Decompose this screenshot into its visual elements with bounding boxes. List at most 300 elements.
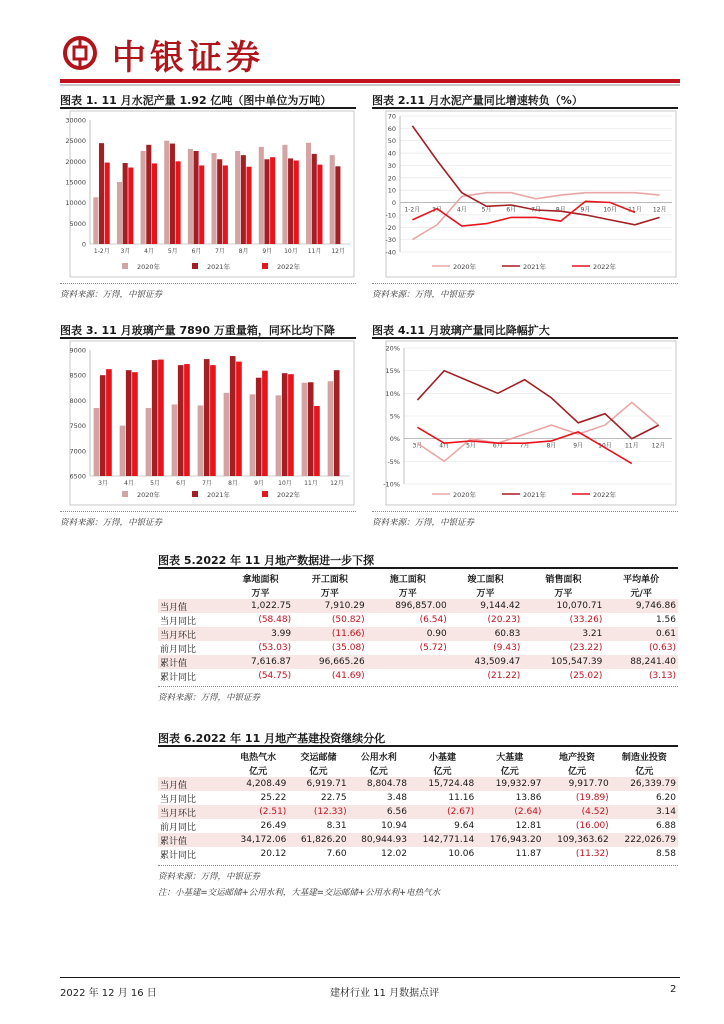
table5-cell: 1.56 (655, 615, 676, 625)
fig1-x-tick-label: 11月 (307, 248, 322, 255)
table6-cell: 4,208.49 (228, 777, 288, 791)
table6-cell: 8,804.78 (349, 777, 409, 791)
fig3-bar (106, 369, 112, 476)
table6-cell: 6,919.71 (288, 777, 348, 791)
fig3-x-tick-label: 11月 (304, 480, 318, 487)
table6-note: 注：小基建=交运邮储+公用水利，大基建=交运邮储+公用水利+电热气水 (158, 888, 441, 898)
fig3-bar (236, 362, 242, 476)
fig3-bar (198, 405, 204, 476)
table5-col-unit: 万平 (398, 588, 417, 599)
fig4-x-tick-label: 6月 (492, 442, 503, 450)
table6-col-unit: 亿元 (635, 766, 654, 777)
fig1-legend-label: 2020年 (137, 263, 161, 271)
fig4-series-line (417, 402, 658, 461)
fig1-y-tick-label: 30000 (65, 116, 86, 125)
fig1-bar (188, 149, 193, 244)
fig3-bar (146, 408, 152, 476)
fig4-series-line (417, 371, 658, 439)
fig1-bar (128, 168, 133, 244)
table6-row-label: 当月环比 (158, 805, 228, 819)
fig3-x-tick-label: 6月 (176, 480, 186, 487)
table6-source: 资料来源：万得，中银证券 (158, 872, 261, 882)
table6-row-label: 当月值 (158, 777, 228, 791)
table6-cell: 9,917.70 (543, 777, 610, 791)
table6-cell: 6.88 (655, 821, 676, 831)
fig1-y-tick-label: 15000 (65, 178, 86, 187)
table5-header-row (158, 571, 678, 585)
table5-cell: (53.03) (258, 643, 292, 653)
fig1-x-tick-label: 4月 (144, 248, 155, 255)
fig2-y-tick-label: 50 (387, 137, 396, 146)
table6-cell: 22.75 (320, 793, 347, 803)
fig4-y-tick-label: -10% (383, 480, 400, 489)
table6-cell: 9.64 (454, 821, 475, 831)
fig1-bar (141, 151, 146, 244)
footer-report-name: 建材行业 11 月数据点评 (330, 988, 440, 999)
table5-cell: (25.02) (569, 671, 603, 681)
table5-row (158, 613, 678, 627)
table6-corner (158, 763, 228, 777)
fig1-bar (246, 167, 251, 244)
fig2-x-tick-label: 4月 (456, 206, 467, 214)
table5-cell: (21.22) (487, 671, 521, 681)
fig1-bar (282, 145, 287, 244)
fig3-bar (224, 393, 230, 476)
fig1-legend-label: 2022年 (277, 263, 301, 271)
table6-col-unit: 亿元 (500, 766, 519, 777)
fig3-x-tick-label: 5月 (150, 480, 160, 487)
table5-cell: (35.08) (331, 643, 365, 653)
fig1-x-tick-label: 7月 (215, 248, 225, 255)
table5-row (158, 669, 678, 683)
fig2-x-tick-label: 10月 (603, 206, 618, 214)
table6-cell: 25.22 (260, 793, 287, 803)
table6-cell: 61,826.20 (288, 833, 348, 847)
fig3-bar (126, 370, 132, 476)
fig2-title-rule (372, 107, 678, 109)
table6-col-unit: 亿元 (249, 766, 268, 777)
fig3-title: 图表 3. 11 月玻璃产量 7890 万重量箱，同环比均下降 (60, 324, 335, 337)
table6-cell: 12.81 (515, 821, 542, 831)
fig1-x-tick-label: 6月 (191, 248, 202, 255)
fig2-x-tick-label: 6月 (506, 206, 517, 214)
fig2-y-tick-label: 20 (387, 174, 396, 183)
table5-col-header: 拿地面积 (242, 574, 279, 585)
table5-col-header: 竣工面积 (467, 574, 504, 585)
fig3-bar (314, 406, 320, 476)
table5-cell: 10,070.71 (522, 599, 604, 613)
fig3-legend-label: 2021年 (207, 491, 231, 499)
table6-row-label: 累计值 (158, 833, 228, 847)
fig2-y-tick-label: 0 (391, 199, 396, 208)
fig1-x-tick-label: 8月 (238, 248, 249, 255)
fig4-x-tick-label: 11月 (624, 442, 639, 450)
fig2-series-line (412, 193, 659, 240)
fig4-x-tick-label: 3月 (412, 442, 423, 450)
fig1-bar (264, 159, 269, 244)
table5-row-label: 前月同比 (160, 644, 197, 655)
table5-row-label: 当月同比 (160, 616, 197, 627)
table6-cell: 26,339.79 (611, 777, 678, 791)
fig1-bar (223, 165, 228, 244)
fig1-bar (146, 145, 151, 244)
table5-col-header: 施工面积 (389, 574, 426, 585)
fig3-x-tick-label: 3月 (98, 480, 108, 487)
table6-divider (158, 865, 678, 866)
table5-cell: (5.72) (419, 643, 447, 653)
table5-col-unit: 万平 (251, 588, 270, 599)
fig3-divider (60, 511, 356, 512)
header-red-rule (60, 79, 680, 83)
fig2-y-tick-label: 10 (387, 186, 396, 195)
fig4-frame (386, 341, 676, 505)
fig1-bar (294, 161, 299, 244)
fig1-x-tick-label: 3月 (120, 248, 131, 255)
footer-page-number: 2 (670, 984, 677, 995)
table6-cell: 15,724.48 (409, 777, 476, 791)
table6-unit-row (158, 763, 678, 777)
fig4-chart (372, 340, 678, 508)
fig3-legend-swatch (122, 491, 128, 497)
fig4-legend-label: 2021年 (523, 491, 547, 499)
table5-col-unit: 万平 (476, 588, 495, 599)
table6-col-unit: 亿元 (369, 766, 388, 777)
fig3-x-tick-label: 12月 (330, 480, 344, 487)
fig4-y-tick-label: 20% (385, 344, 400, 353)
fig1-bar (194, 151, 199, 244)
fig1-bar (288, 158, 293, 244)
table5-cell: (58.48) (258, 615, 292, 625)
fig4-x-tick-label: 8月 (546, 442, 557, 450)
table5-row-label: 累计值 (158, 655, 228, 669)
fig3-bar (302, 383, 308, 476)
fig1-y-tick-label: 10000 (65, 199, 86, 208)
fig2-chart (372, 110, 678, 280)
fig4-y-tick-label: 15% (385, 367, 400, 376)
table6-row (158, 791, 678, 805)
fig4-title: 图表 4.11 月玻璃产量同比降幅扩大 (372, 324, 550, 337)
fig4-source: 资料来源：万得，中银证券 (372, 518, 475, 528)
fig1-source: 资料来源：万得，中银证券 (60, 290, 163, 300)
fig3-bar (152, 360, 158, 476)
fig2-x-tick-label: 8月 (555, 206, 566, 214)
fig1-bar (259, 147, 264, 244)
table5-unit-row (158, 585, 678, 599)
fig3-legend-swatch (192, 491, 198, 497)
table5-row-label: 当月环比 (158, 627, 228, 641)
fig2-x-tick-label: 3月 (432, 206, 443, 214)
fig4-y-tick-label: 0% (389, 435, 400, 444)
header-gray-rule (60, 84, 680, 86)
table5-cell: 1,022.75 (228, 599, 293, 613)
fig1-bar (93, 197, 98, 244)
fig4-x-tick-label: 12月 (651, 442, 666, 450)
table5-cell: 7,910.29 (293, 599, 367, 613)
fig3-x-tick-label: 8月 (228, 480, 238, 487)
fig2-legend-label: 2022年 (593, 263, 617, 271)
table6-col-header: 大基建 (496, 752, 524, 763)
table5-divider (158, 686, 678, 687)
fig1-bar (123, 163, 128, 244)
fig1-legend-swatch (262, 263, 268, 269)
fig3-bar (250, 394, 256, 476)
table6-cell: 109,363.62 (543, 833, 610, 847)
fig1-x-tick-label: 12月 (331, 248, 346, 255)
fig2-x-tick-label: 11月 (628, 206, 642, 214)
table5-cell: 0.61 (604, 627, 678, 641)
table5-cell: (9.43) (493, 643, 521, 653)
fig1-bar (117, 182, 122, 244)
table6-cell: 3.14 (611, 805, 678, 819)
table5-cell: 9,144.42 (449, 599, 523, 613)
table6-row-label: 当月同比 (160, 794, 197, 805)
fig3-bar (334, 370, 340, 476)
table5-cell: 43,509.47 (449, 655, 523, 669)
table5-row (158, 655, 678, 669)
fig3-y-tick-label: 7500 (69, 422, 86, 431)
table6-cell: 13.86 (515, 793, 542, 803)
fig2-x-tick-label: 7月 (531, 206, 541, 214)
table5-row (158, 627, 678, 641)
boc-coin-logo-icon (63, 36, 97, 70)
table6-row-label: 累计同比 (160, 850, 197, 861)
fig2-y-tick-label: -10 (385, 211, 396, 220)
fig1-bar (306, 143, 311, 244)
table6-cell: 11.87 (515, 849, 542, 859)
fig2-y-tick-label: -30 (385, 236, 396, 245)
table6-cell: (19.89) (575, 793, 609, 803)
fig1-bar (217, 159, 222, 244)
table6-cell: 222,026.79 (611, 833, 678, 847)
table5-col-header: 平均单价 (623, 574, 660, 585)
fig3-bar (230, 356, 236, 476)
table5-cell: (50.82) (331, 615, 365, 625)
table6-cell: 8.31 (326, 821, 347, 831)
fig4-y-tick-label: 5% (389, 412, 400, 421)
table5-cell (367, 669, 449, 683)
table6-cell: 10.94 (381, 821, 407, 831)
fig1-chart (60, 110, 356, 280)
fig3-bar (276, 395, 282, 476)
fig3-bar (204, 359, 210, 476)
fig1-bar (312, 154, 317, 244)
table5-cell: (23.22) (569, 643, 603, 653)
fig1-bar (211, 153, 216, 244)
fig3-legend-swatch (262, 491, 268, 497)
table6-cell: (12.33) (288, 805, 348, 819)
fig3-bar (262, 371, 268, 476)
fig3-bar (132, 372, 138, 476)
fig1-bar (235, 151, 240, 244)
table5-title: 图表 5.2022 年 11 月地产数据进一步下探 (158, 554, 375, 567)
fig1-bar (99, 143, 104, 244)
table6-cell: 34,172.06 (228, 833, 288, 847)
fig3-y-tick-label: 6500 (69, 472, 86, 481)
fig4-y-tick-label: 10% (385, 389, 400, 398)
fig1-y-tick-label: 5000 (69, 219, 86, 228)
fig3-y-tick-label: 8500 (69, 371, 86, 380)
footer-rule (60, 977, 680, 978)
table5-cell: (6.54) (419, 615, 447, 625)
fig2-source: 资料来源：万得，中银证券 (372, 290, 475, 300)
fig2-x-tick-label: 5月 (481, 206, 492, 214)
table6-col-header: 电热气水 (240, 752, 277, 763)
fig3-bar (308, 382, 314, 476)
table6-cell: (16.00) (575, 821, 609, 831)
fig3-x-tick-label: 9月 (254, 480, 264, 487)
table6-col-header: 地产投资 (559, 752, 596, 763)
table5-title-rule (158, 567, 678, 569)
fig4-x-tick-label: 9月 (573, 442, 584, 450)
table6-col-unit: 亿元 (433, 766, 452, 777)
table5-col-unit: 万平 (320, 588, 339, 599)
table5-row (158, 599, 678, 613)
fig2-y-tick-label: 70 (387, 112, 396, 121)
fig4-legend-label: 2020年 (453, 491, 477, 499)
table5-cell: (41.69) (331, 671, 365, 681)
table5-row (158, 641, 678, 655)
table6-cell: 19,932.97 (476, 777, 543, 791)
fig3-bar (158, 360, 164, 476)
fig4-x-tick-label: 10月 (598, 442, 612, 450)
table6-cell: 7.60 (326, 849, 347, 859)
table5-cell: 3.21 (522, 627, 604, 641)
table6-cell: 11.16 (448, 793, 475, 803)
table6-cell: 6.56 (349, 805, 409, 819)
table6-row-label: 前月同比 (160, 822, 197, 833)
table6-row (158, 847, 678, 861)
fig3-bar (178, 365, 184, 476)
table5-cell: 88,241.40 (604, 655, 678, 669)
fig3-title-rule (60, 337, 356, 339)
fig3-bar (94, 408, 100, 476)
fig3-bar (120, 426, 126, 476)
fig3-y-tick-label: 9000 (69, 346, 86, 355)
fig2-x-tick-label: 9月 (580, 206, 591, 214)
table5-cell: (3.13) (648, 671, 676, 681)
table5-col-header: 开工面积 (311, 574, 348, 585)
table6 (158, 749, 678, 861)
fig1-y-tick-label: 20000 (65, 157, 86, 166)
table5-corner (158, 571, 228, 585)
fig2-y-tick-label: 30 (387, 161, 396, 170)
fig3-bar (172, 404, 178, 476)
table6-col-header: 制造业投资 (621, 752, 667, 763)
table5-cell (367, 655, 449, 669)
fig2-title: 图表 2.11 月水泥产量同比增速转负（%） (372, 94, 583, 107)
fig2-y-tick-label: -20 (385, 223, 396, 232)
fig2-x-tick-label: 1-2月 (404, 206, 421, 214)
table6-col-header: 交运邮储 (300, 752, 337, 763)
table5-cell: (20.23) (487, 615, 521, 625)
table5-col-unit: 元/平 (630, 588, 652, 599)
fig4-title-rule (372, 337, 678, 339)
table6-cell: 26.49 (260, 821, 287, 831)
fig1-legend-label: 2021年 (207, 263, 231, 271)
fig1-bar (317, 165, 322, 244)
fig1-y-tick-label: 0 (81, 240, 86, 249)
fig2-y-tick-label: 60 (387, 124, 396, 133)
table6-cell: 20.12 (260, 849, 287, 859)
fig1-svg (60, 110, 356, 280)
fig2-y-tick-label: -40 (385, 248, 396, 257)
table5-cell: 96,665.26 (293, 655, 367, 669)
table6-cell: (2.64) (476, 805, 543, 819)
table5-col-header: 销售面积 (545, 574, 582, 585)
table6-cell: (11.32) (575, 849, 609, 859)
table5-cell: 105,547.39 (522, 655, 604, 669)
fig1-x-tick-label: 10月 (284, 248, 298, 255)
fig4-x-tick-label: 5月 (466, 442, 476, 450)
table6-cell: (4.52) (543, 805, 610, 819)
fig3-x-tick-label: 7月 (202, 480, 212, 487)
fig3-source: 资料来源：万得，中银证券 (60, 518, 163, 528)
table6-cell: (2.67) (409, 805, 476, 819)
table5-cell: 60.83 (449, 627, 523, 641)
fig3-x-tick-label: 10月 (278, 480, 292, 487)
table6-col-unit: 亿元 (568, 766, 587, 777)
table5-col-unit: 万平 (554, 588, 573, 599)
table5-cell: 3.99 (228, 627, 293, 641)
table6-row (158, 805, 678, 819)
fig2-legend-label: 2021年 (523, 263, 547, 271)
table5-cell: 896,857.00 (367, 599, 449, 613)
table5-cell: (33.26) (569, 615, 603, 625)
fig1-legend-swatch (192, 263, 198, 269)
fig3-bar (282, 373, 288, 476)
fig1-title: 图表 1. 11 月水泥产量 1.92 亿吨（图中单位为万吨） (60, 94, 332, 107)
table6-corner (158, 749, 228, 763)
fig3-bar (328, 381, 334, 476)
table6-cell: 3.48 (386, 793, 407, 803)
table6-cell: 6.20 (655, 793, 676, 803)
fig2-x-tick-label: 12月 (652, 206, 667, 214)
fig1-title-rule (60, 107, 356, 109)
fig4-divider (372, 511, 678, 512)
fig1-x-tick-label: 5月 (167, 248, 178, 255)
table5 (158, 571, 678, 683)
fig1-bar (164, 141, 169, 244)
table6-row (158, 819, 678, 833)
fig1-x-tick-label: 1-2月 (93, 248, 110, 255)
table6-row (158, 833, 678, 847)
fig3-legend-label: 2022年 (277, 491, 301, 499)
table5-cell: 0.90 (367, 627, 449, 641)
fig4-x-tick-label: 7月 (519, 442, 530, 450)
fig1-bar (152, 163, 157, 244)
fig1-bar (270, 157, 275, 244)
fig1-bar (241, 155, 246, 244)
fig1-x-tick-label: 9月 (262, 248, 273, 255)
table6-row (158, 777, 678, 791)
fig1-y-tick-label: 25000 (65, 137, 86, 146)
table6-col-header: 小基建 (429, 752, 457, 763)
fig3-chart (60, 340, 356, 508)
table6-cell: 142,771.14 (409, 833, 476, 847)
table6-cell: 8.58 (655, 849, 676, 859)
table5-cell: (54.75) (258, 671, 292, 681)
table5-cell: 7,616.87 (228, 655, 293, 669)
fig1-bar (330, 155, 335, 244)
fig4-y-tick-label: -5% (387, 457, 400, 466)
table5-corner (158, 585, 228, 599)
fig1-legend-swatch (122, 263, 128, 269)
table6-title-rule (158, 745, 678, 747)
fig1-bar (170, 144, 175, 244)
table5-cell: 9,746.86 (604, 599, 678, 613)
fig2-svg (372, 110, 678, 280)
table6-cell: 10.06 (448, 849, 475, 859)
